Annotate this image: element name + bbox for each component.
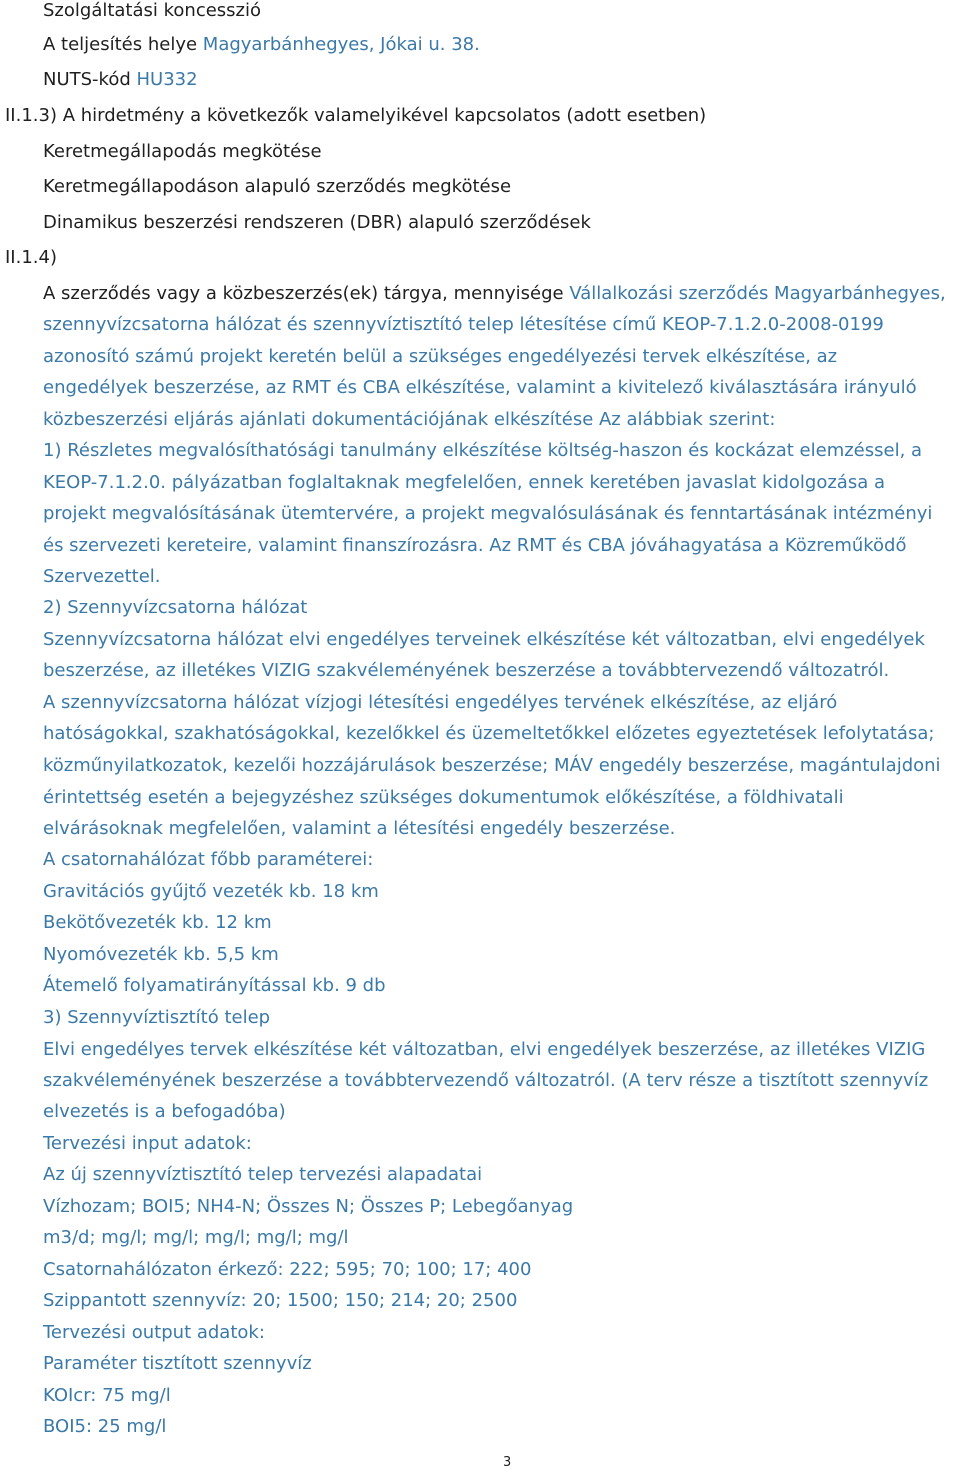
description-line: Vízhozam; BOI5; NH4-N; Összes N; Összes P; Lebegőanyag xyxy=(43,1196,574,1217)
description-line: 2) Szennyvízcsatorna hálózat xyxy=(43,597,308,618)
description-line: KEOP-7.1.2.0. pályázatban foglaltaknak megfelelően, ennek keretében javaslat kidolgozása a xyxy=(43,472,885,493)
description-line: szennyvízcsatorna hálózat és szennyvíztisztító telep létesítése című KEOP-7.1.2.0-2008-0199 xyxy=(43,314,884,335)
description-line: Tervezési input adatok: xyxy=(43,1133,252,1154)
page-number: 3 xyxy=(503,1455,512,1470)
description-line: Paraméter tisztított szennyvíz xyxy=(43,1353,312,1374)
section-ii13-item: Keretmegállapodás megkötése xyxy=(43,141,322,162)
description-line: beszerzése, az illetékes VIZIG szakvéleményének beszerzése a továbbtervezendő változatról. xyxy=(43,660,890,681)
description-line: Az új szennyvíztisztító telep tervezési alapadatai xyxy=(43,1164,483,1185)
performance-place-value: Magyarbánhegyes, Jókai u. 38. xyxy=(202,34,480,55)
contract-subject-value: Vállalkozási szerződés Magyarbánhegyes, xyxy=(569,283,946,304)
section-ii13-item: Dinamikus beszerzési rendszeren (DBR) alapuló szerződések xyxy=(43,212,591,233)
description-line: elvárásoknak megfelelően, valamint a létesítési engedély beszerzése. xyxy=(43,818,676,839)
description-line: projekt megvalósításának ütemtervére, a projekt megvalósulásának és fenntartásának intézményi xyxy=(43,503,933,524)
description-line: érintettség esetén a bejegyzéshez szükséges dokumentumok előkészítése, a földhivatali xyxy=(43,787,844,808)
description-line: azonosító számú projekt keretén belül a szükséges engedélyezési tervek elkészítése, az xyxy=(43,346,838,367)
description-line: Gravitációs gyűjtő vezeték kb. 18 km xyxy=(43,881,379,902)
description-line: és szervezeti kereteire, valamint finanszírozásra. Az RMT és CBA jóváhagyatása a Közreműködő xyxy=(43,535,907,556)
description-line: Csatornahálózaton érkező: 222; 595; 70; 100; 17; 400 xyxy=(43,1259,532,1280)
description-line: A szennyvízcsatorna hálózat vízjogi létesítési engedélyes tervének elkészítése, az eljáró xyxy=(43,692,838,713)
section-ii13-item: Keretmegállapodáson alapuló szerződés megkötése xyxy=(43,176,512,197)
nuts-code-value: HU332 xyxy=(136,69,198,90)
description-line: Szennyvízcsatorna hálózat elvi engedélyes terveinek elkészítése két változatban, elvi engedélyek xyxy=(43,629,925,650)
concession-type: Szolgáltatási koncesszió xyxy=(43,0,262,21)
description-line: szakvéleményének beszerzése a továbbtervezendő változatról. (A terv része a tisztított szennyvíz xyxy=(43,1070,929,1091)
description-line: Nyomóvezeték kb. 5,5 km xyxy=(43,944,279,965)
description-line: 1) Részletes megvalósíthatósági tanulmány elkészítése költség-haszon és kockázat elemzéssel, a xyxy=(43,440,923,461)
description-line: közműnyilatkozatok, kezelői hozzájárulások beszerzése; MÁV engedély beszerzése, magántulajdoni xyxy=(43,755,941,776)
section-ii13-heading: II.1.3) A hirdetmény a következők valamelyikével kapcsolatos (adott esetben) xyxy=(5,105,707,126)
description-line: elvezetés is a befogadóba) xyxy=(43,1101,286,1122)
contract-subject-label: A szerződés vagy a közbeszerzés(ek) tárgya, mennyisége xyxy=(43,283,570,304)
description-line: hatóságokkal, szakhatóságokkal, kezelőkkel és üzemeltetőkkel előzetes egyeztetések lefolytatása; xyxy=(43,723,935,744)
contract-subject-lead xyxy=(43,283,946,305)
description-line: engedélyek beszerzése, az RMT és CBA elkészítése, valamint a kivitelező kiválasztására irányuló xyxy=(43,377,917,398)
description-line: Elvi engedélyes tervek elkészítése két változatban, elvi engedélyek beszerzése, az illetékes VIZIG xyxy=(43,1039,926,1060)
description-line: Szervezettel. xyxy=(43,566,161,587)
description-line: közbeszerzési eljárás ajánlati dokumentációjának elkészítése Az alábbiak szerint: xyxy=(43,409,776,430)
nuts-code-label: NUTS-kód xyxy=(43,69,137,90)
description-line: m3/d; mg/l; mg/l; mg/l; mg/l; mg/l xyxy=(43,1227,349,1248)
performance-place-label: A teljesítés helye xyxy=(43,34,203,55)
description-line: Szippantott szennyvíz: 20; 1500; 150; 214; 20; 2500 xyxy=(43,1290,518,1311)
description-line: Átemelő folyamatirányítással kb. 9 db xyxy=(43,975,386,996)
description-line: Bekötővezeték kb. 12 km xyxy=(43,912,272,933)
description-line: Tervezési output adatok: xyxy=(43,1322,265,1343)
description-line: KOIcr: 75 mg/l xyxy=(43,1385,171,1406)
performance-place xyxy=(43,34,480,56)
description-line: 3) Szennyvíztisztító telep xyxy=(43,1007,271,1028)
section-ii14-heading: II.1.4) xyxy=(5,247,57,268)
nuts-code xyxy=(43,69,198,91)
description-line: A csatornahálózat főbb paraméterei: xyxy=(43,849,374,870)
description-line: BOI5: 25 mg/l xyxy=(43,1416,167,1437)
